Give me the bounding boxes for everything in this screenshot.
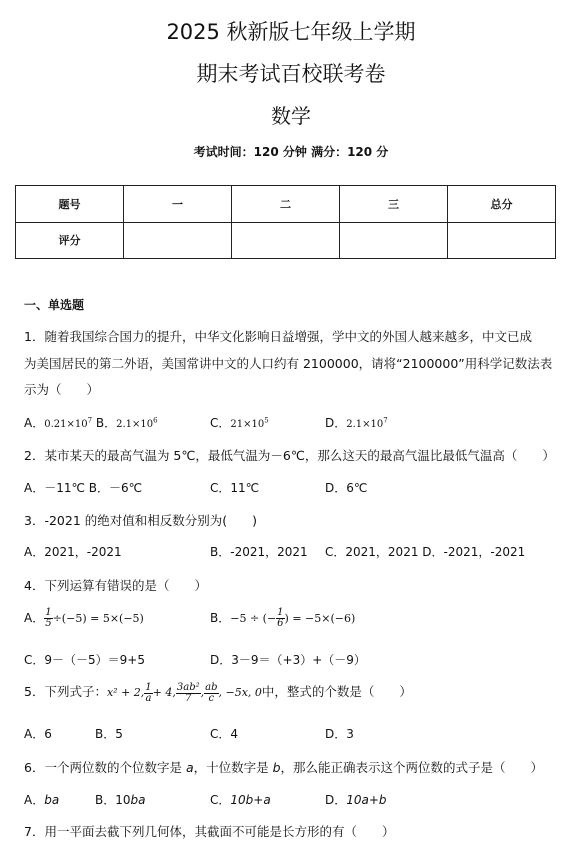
q6-option-a: A．ba [24, 793, 60, 807]
q4-option-c: C．9－（－5）＝9+5 [24, 653, 145, 667]
q3-option-cd: C．2021，2021 D．-2021，-2021 [325, 545, 526, 559]
exam-info: 考试时间：120 分钟 满分：120 分 [193, 145, 389, 159]
q1-option-d: D．$2.1\times 10^7$ [325, 416, 388, 430]
q6-option-d: D．10a+b [325, 793, 387, 807]
q5-option-d: D．3 [325, 727, 354, 741]
exam-title-line2: 期末考试百校联考卷 [196, 62, 386, 86]
section-title: 一、单选题 [24, 298, 85, 312]
question-5: 5．下列式子：x² + 2, $\frac{1}{a}$ + 4, $\frac{\text{3ab²}}{7}$ , $\frac{ab}{c}$ , −5x, 0中，整式的个数是（ ） [24, 681, 412, 704]
q2-option-ab: A．－11℃ B．－6℃ [24, 481, 143, 495]
score-header-cell: 题号 [16, 186, 124, 223]
q1-option-c: C．$21\times 10^5$ [210, 416, 269, 430]
q6-option-b: B．10ba [95, 793, 146, 807]
q5-option-a: A．6 [24, 727, 52, 741]
question-4: 4．下列运算有错误的是（ ） [24, 578, 207, 593]
q3-option-b: B．-2021，2021 [210, 545, 308, 559]
question-1-line-2: 为美国居民的第二外语，美国常讲中文的人口约有 2100000，请将“2100000”用科学记数法表 [24, 356, 553, 371]
q5-option-c: C．4 [210, 727, 239, 741]
option-value: $0.21\times 10^7$ [44, 416, 93, 430]
q4-option-a: A． $\frac{1}{5}$ ÷(−5) = 5×(−5) [24, 607, 144, 629]
exam-title-line1: 2025 秋新版七年级上学期 [166, 20, 416, 44]
option-value: $2.1\times 10^6$ [116, 416, 158, 430]
question-2: 2．某市某天的最高气温为 5℃，最低气温为－6℃，那么这天的最高气温比最低气温高（ ） [24, 448, 555, 463]
fraction: $\frac{1}{6}$ [277, 607, 284, 629]
q4-option-b: B．−5 ÷ (− $\frac{1}{6}$ ) = −5×(−6) [210, 607, 356, 629]
question-1-line-3: 示为（ ） [24, 382, 100, 397]
score-table [15, 185, 556, 259]
expression: x² + 2, $\frac{1}{a}$ + 4, $\frac{\text{3ab²}}{7}$ , $\frac{ab}{c}$ , −5x, 0 [106, 681, 262, 704]
score-header-cell: 二 [232, 186, 340, 223]
q4-option-d: D．3－9＝（+3）+（－9） [210, 653, 366, 667]
score-table-header-row [16, 186, 556, 223]
option-label: A． [24, 416, 45, 430]
q6-option-c: C．10b+a [210, 793, 271, 807]
subject-title: 数学 [271, 104, 311, 128]
q2-option-c: C．11℃ [210, 481, 260, 495]
score-table-score-row [16, 222, 556, 259]
score-cell [340, 222, 448, 259]
score-cell [124, 222, 232, 259]
q1-option-a [24, 414, 158, 431]
q2-option-d: D．6℃ [325, 481, 368, 495]
score-cell [448, 222, 556, 259]
option-label: B． [95, 416, 117, 430]
score-cell [232, 222, 340, 259]
q3-option-a: A．2021，-2021 [24, 545, 122, 559]
score-header-cell: 总分 [448, 186, 556, 223]
q5-option-b: B．5 [95, 727, 123, 741]
score-header-cell: 一 [124, 186, 232, 223]
score-row-label: 评分 [16, 222, 124, 259]
question-6: 6．一个两位数的个位数字是 a，十位数字是 b，那么能正确表示这个两位数的式子是（ ） [24, 760, 544, 775]
score-header-cell: 三 [340, 186, 448, 223]
question-3: 3．-2021 的绝对值和相反数分别为( ) [24, 513, 258, 528]
fraction: $\frac{1}{5}$ [45, 607, 52, 629]
question-1-line-1: 1．随着我国综合国力的提升，中华文化影响日益增强，学中文的外国人越来越多，中文已成 [24, 329, 532, 344]
question-7: 7．用一平面去截下列几何体，其截面不可能是长方形的有（ ） [24, 824, 395, 839]
